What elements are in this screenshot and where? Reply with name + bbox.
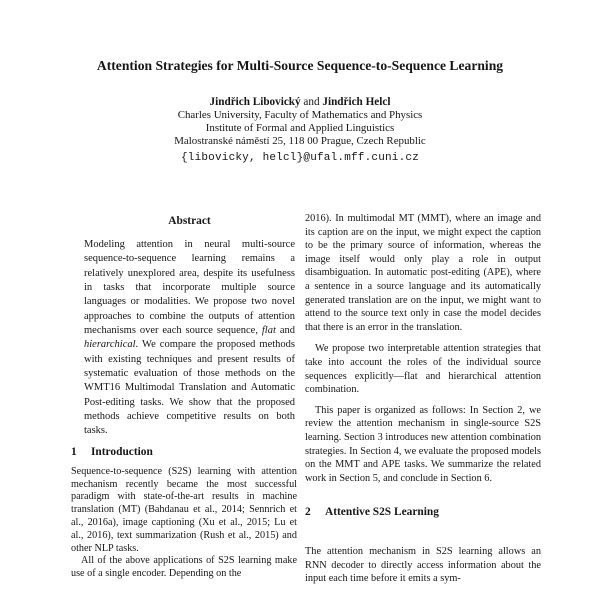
- section-number: 2: [305, 506, 311, 519]
- affiliation-line-1: Charles University, Faculty of Mathematics and Physics: [177, 109, 423, 121]
- section-heading-attentive-s2s: [305, 506, 541, 519]
- intro-paragraph-1: Sequence-to-sequence (S2S) learning with attention mechanism recently became the most successful paradigm with state-of-the-art results in machine translation (MT) (Bahdanau et al., 2014; Sennrich et al., 2016a), image captioning (Xu et al., 2015; Lu et al., 2016), text summarization (Rush et al., 2015) and other NLP tasks.: [71, 465, 297, 554]
- attentive-paragraph-1: The attention mechanism in S2S learning allows an RNN decoder to directly access information about the input each time before it emits a sym-: [305, 546, 541, 585]
- left-column: [71, 215, 297, 581]
- affiliation-line-3: Malostranské náměstí 25, 118 00 Prague, Czech Republic: [174, 135, 426, 148]
- right-paragraph-1: 2016). In multimodal MT (MMT), where an image and its caption are on the input, we might expect the caption to be the primary source of information, whereas the image itself would only play a role in output disambiguation. In automatic post-editing (APE), where a sentence in a source language and its automatically generated translation are on the input, we might want to attend to the source text only in case the model decides that there is an error in the translation.: [305, 213, 541, 333]
- paper-title: Attention Strategies for Multi-Source Sequence-to-Sequence Learning: [96, 58, 504, 73]
- abstract-heading: Abstract: [168, 215, 211, 227]
- intro-paragraph-2: All of the above applications of S2S learning make use of a single encoder. Depending on the: [71, 555, 297, 580]
- section-number: 1: [71, 445, 77, 458]
- right-paragraph-2: We propose two interpretable attention strategies that take into account the roles of the individual source sequences explicitly—flat and hierarchical attention combination.: [305, 343, 541, 396]
- section-title: Attentive S2S Learning: [325, 506, 439, 519]
- author-line: Jindřich Libovický and Jindřich Helcl: [209, 96, 391, 108]
- right-column: [305, 212, 541, 586]
- right-paragraph-3: This paper is organized as follows: In Section 2, we review the attention mechanism in single-source S2S learning. Section 3 introduces new attention combination strategies. In Section 4, we evaluate the proposed models on the MMT and APE tasks. We summarize the related work in Section 5, and conclude in Section 6.: [305, 404, 541, 484]
- author-emails: {libovicky, helcl}@ufal.mff.cuni.cz: [180, 151, 420, 164]
- abstract-text: Modeling attention in neural multi-source sequence-to-sequence learning remains a relatively unexplored area, despite its usefulness in tasks that incorporate multiple source languages or modalities. We propose two novel approaches to combine the outputs of attention mechanisms over each source sequence, flat and hierarchical. We compare the proposed methods with existing techniques and present results of systematic evaluation of those methods on the WMT16 Multimodal Translation and Automatic Post-editing tasks. We show that the proposed methods achieve competitive results on both tasks.: [84, 239, 295, 437]
- abstract-block: [71, 215, 297, 439]
- paper-header: [0, 0, 600, 164]
- section-heading-introduction: [71, 446, 297, 459]
- affiliation-line-2: Institute of Formal and Applied Linguistics: [205, 122, 395, 135]
- section-title: Introduction: [91, 445, 153, 458]
